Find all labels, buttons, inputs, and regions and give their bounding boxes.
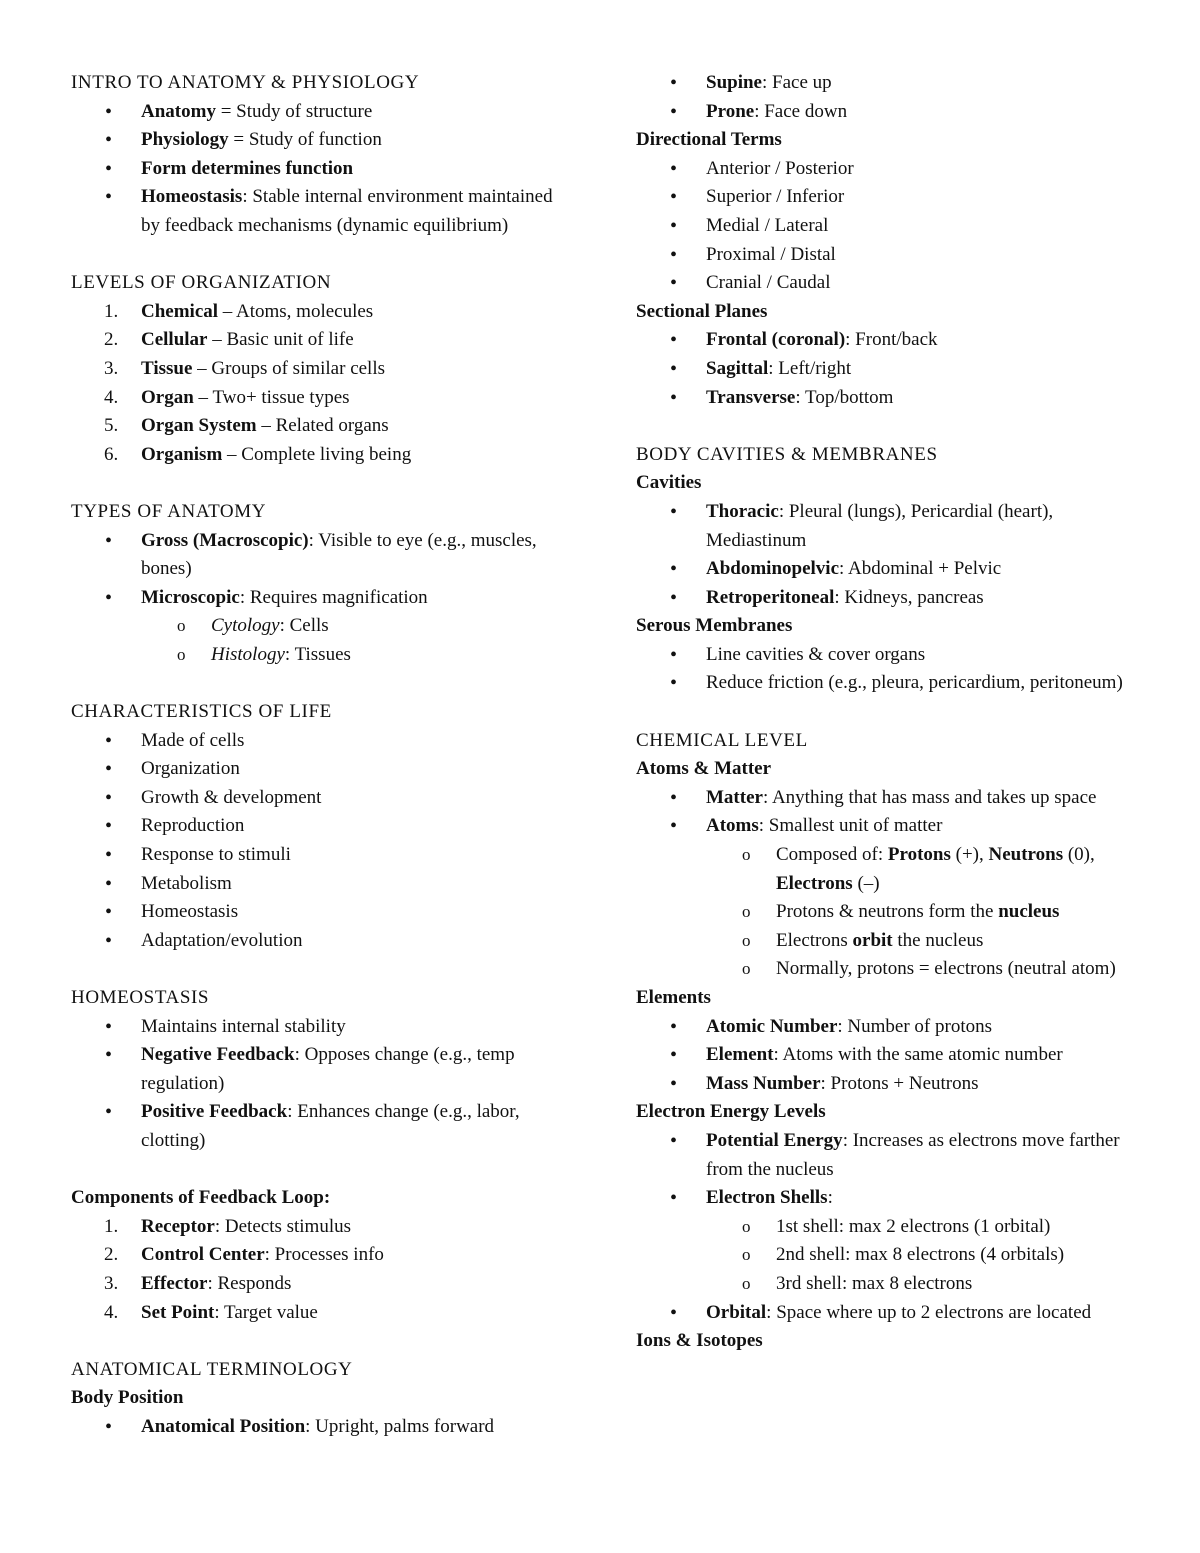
list-item: o 3rd shell: max 8 electrons bbox=[742, 1272, 973, 1294]
subheading-cavities: Cavities bbox=[636, 472, 702, 494]
list-item: • Matter: Anything that has mass and takes up space bbox=[670, 786, 1097, 809]
list-item: 3. Effector: Responds bbox=[104, 1272, 292, 1294]
left-column bbox=[71, 69, 571, 1442]
list-item: • Organization bbox=[105, 758, 240, 781]
types-list bbox=[71, 527, 571, 613]
list-item: o Histology: Tissues bbox=[177, 643, 351, 665]
energy-list bbox=[636, 1127, 1136, 1213]
list-item: • Reduce friction (e.g., pleura, pericardium, peritoneum) bbox=[670, 672, 1123, 695]
section-heading-levels: LEVELS OF ORGANIZATION bbox=[71, 272, 332, 294]
list-item: o Cytology: Cells bbox=[177, 615, 329, 637]
subheading-body-position: Body Position bbox=[71, 1387, 184, 1409]
list-item: • Medial / Lateral bbox=[670, 214, 829, 237]
list-item: • Element: Atoms with the same atomic number bbox=[670, 1044, 1063, 1067]
list-item: • Adaptation/evolution bbox=[105, 929, 303, 952]
list-item: • Prone: Face down bbox=[670, 100, 848, 123]
list-item: 1. Receptor: Detects stimulus bbox=[104, 1215, 352, 1237]
list-item: • Homeostasis bbox=[105, 901, 239, 924]
right-column bbox=[636, 69, 1136, 1356]
list-item: • Superior / Inferior bbox=[670, 186, 845, 209]
subheading-atoms-matter: Atoms & Matter bbox=[636, 758, 772, 780]
intro-list bbox=[71, 98, 571, 241]
list-item: • Mass Number: Protons + Neutrons bbox=[670, 1072, 979, 1095]
serous-list bbox=[636, 641, 1136, 698]
section-heading-homeostasis: HOMEOSTASIS bbox=[71, 987, 210, 1008]
section-heading-chemical: CHEMICAL LEVEL bbox=[636, 729, 808, 751]
list-item: • Cranial / Caudal bbox=[670, 272, 831, 295]
list-item: 4. Organ – Two+ tissue types bbox=[104, 386, 350, 408]
list-item: • Orbital: Space where up to 2 electrons are located bbox=[670, 1301, 1092, 1324]
list-item: • Physiology = Study of function bbox=[105, 129, 382, 152]
list-item: o 2nd shell: max 8 electrons (4 orbitals) bbox=[742, 1244, 1065, 1266]
list-item: • Frontal (coronal): Front/back bbox=[670, 329, 938, 352]
subheading-electron-energy: Electron Energy Levels bbox=[636, 1101, 826, 1123]
list-item: • Atomic Number: Number of protons bbox=[670, 1015, 993, 1038]
list-item: • Proximal / Distal bbox=[670, 243, 836, 266]
atoms-sub-list bbox=[636, 841, 1136, 984]
list-item: o Composed of: Protons (+), Neutrons (0), Electrons (–) bbox=[742, 844, 1095, 894]
homeostasis-list bbox=[71, 1013, 571, 1156]
list-item: o Normally, protons = electrons (neutral atom) bbox=[742, 958, 1116, 980]
atoms-matter-list bbox=[636, 784, 1136, 841]
section-heading-characteristics: CHARACTERISTICS OF LIFE bbox=[71, 701, 332, 723]
cavities-list bbox=[636, 498, 1136, 612]
list-item: • Response to stimuli bbox=[105, 844, 291, 867]
subheading-serous-membranes: Serous Membranes bbox=[636, 615, 793, 637]
characteristics-list bbox=[71, 727, 571, 956]
list-item: 2. Control Center: Processes info bbox=[104, 1244, 384, 1266]
list-item: 3. Tissue – Groups of similar cells bbox=[104, 357, 386, 379]
subheading-sectional-planes: Sectional Planes bbox=[636, 300, 768, 322]
list-item: • Positive Feedback: Enhances change (e.g., labor, clotting) bbox=[105, 1101, 520, 1151]
section-heading-cavities: BODY CAVITIES & MEMBRANES bbox=[636, 443, 938, 465]
section-heading-types: TYPES OF ANATOMY bbox=[71, 500, 267, 522]
list-item: 1. Chemical – Atoms, molecules bbox=[104, 300, 374, 322]
types-sub-list bbox=[71, 612, 571, 669]
section-heading-terminology: ANATOMICAL TERMINOLOGY bbox=[71, 1358, 353, 1380]
list-item: 6. Organism – Complete living being bbox=[104, 443, 412, 465]
planes-list bbox=[636, 326, 1136, 412]
subheading-directional-terms: Directional Terms bbox=[636, 129, 782, 151]
subheading-ions-isotopes: Ions & Isotopes bbox=[636, 1330, 763, 1352]
list-item: 2. Cellular – Basic unit of life bbox=[104, 329, 354, 351]
section-heading-intro: INTRO TO ANATOMY & PHYSIOLOGY bbox=[71, 72, 420, 93]
directional-list bbox=[636, 155, 1136, 298]
list-item: • Made of cells bbox=[105, 729, 245, 752]
list-item: • Homeostasis: Stable internal environment maintained by feedback mechanisms (dynamic equilibrium) bbox=[105, 186, 553, 236]
list-item: • Reproduction bbox=[105, 815, 245, 838]
orbital-list bbox=[636, 1299, 1136, 1328]
list-item: • Metabolism bbox=[105, 872, 232, 895]
list-item: 4. Set Point: Target value bbox=[104, 1301, 318, 1323]
list-item: 5. Organ System – Related organs bbox=[104, 415, 389, 437]
list-item: • Line cavities & cover organs bbox=[670, 643, 926, 666]
list-item: o Protons & neutrons form the nucleus bbox=[742, 901, 1060, 923]
list-item: • Anatomy = Study of structure bbox=[105, 100, 373, 123]
list-item: • Abdominopelvic: Abdominal + Pelvic bbox=[670, 558, 1002, 581]
levels-list bbox=[71, 298, 571, 470]
list-item: • Negative Feedback: Opposes change (e.g., temp regulation) bbox=[105, 1044, 515, 1094]
shells-sub-list bbox=[636, 1213, 1136, 1299]
feedback-loop-list bbox=[71, 1213, 571, 1327]
list-item: • Microscopic: Requires magnification bbox=[105, 586, 428, 609]
list-item: • Potential Energy: Increases as electrons move farther from the nucleus bbox=[670, 1129, 1120, 1180]
list-item: • Anatomical Position: Upright, palms forward bbox=[105, 1415, 495, 1438]
list-item: • Retroperitoneal: Kidneys, pancreas bbox=[670, 586, 984, 609]
list-item: • Atoms: Smallest unit of matter bbox=[670, 815, 943, 838]
list-item: • Thoracic: Pleural (lungs), Pericardial (heart), Mediastinum bbox=[670, 500, 1054, 551]
list-item: • Maintains internal stability bbox=[105, 1015, 346, 1038]
body-position-list bbox=[71, 1413, 571, 1442]
body-position-list-cont bbox=[636, 69, 1136, 126]
list-item: o 1st shell: max 2 electrons (1 orbital) bbox=[742, 1215, 1051, 1237]
elements-list bbox=[636, 1013, 1136, 1099]
subheading-elements: Elements bbox=[636, 987, 711, 1008]
subheading-feedback-loop: Components of Feedback Loop: bbox=[71, 1187, 331, 1209]
list-item: • Electron Shells: bbox=[670, 1187, 833, 1210]
list-item: o Electrons orbit the nucleus bbox=[742, 929, 984, 951]
list-item: • Form determines function bbox=[105, 157, 354, 180]
list-item: • Supine: Face up bbox=[670, 72, 832, 94]
list-item: • Anterior / Posterior bbox=[670, 157, 854, 180]
list-item: • Transverse: Top/bottom bbox=[670, 386, 894, 409]
list-item: • Sagittal: Left/right bbox=[670, 357, 852, 380]
list-item: • Growth & development bbox=[105, 786, 322, 809]
list-item: • Gross (Macroscopic): Visible to eye (e.g., muscles, bones) bbox=[105, 529, 537, 580]
